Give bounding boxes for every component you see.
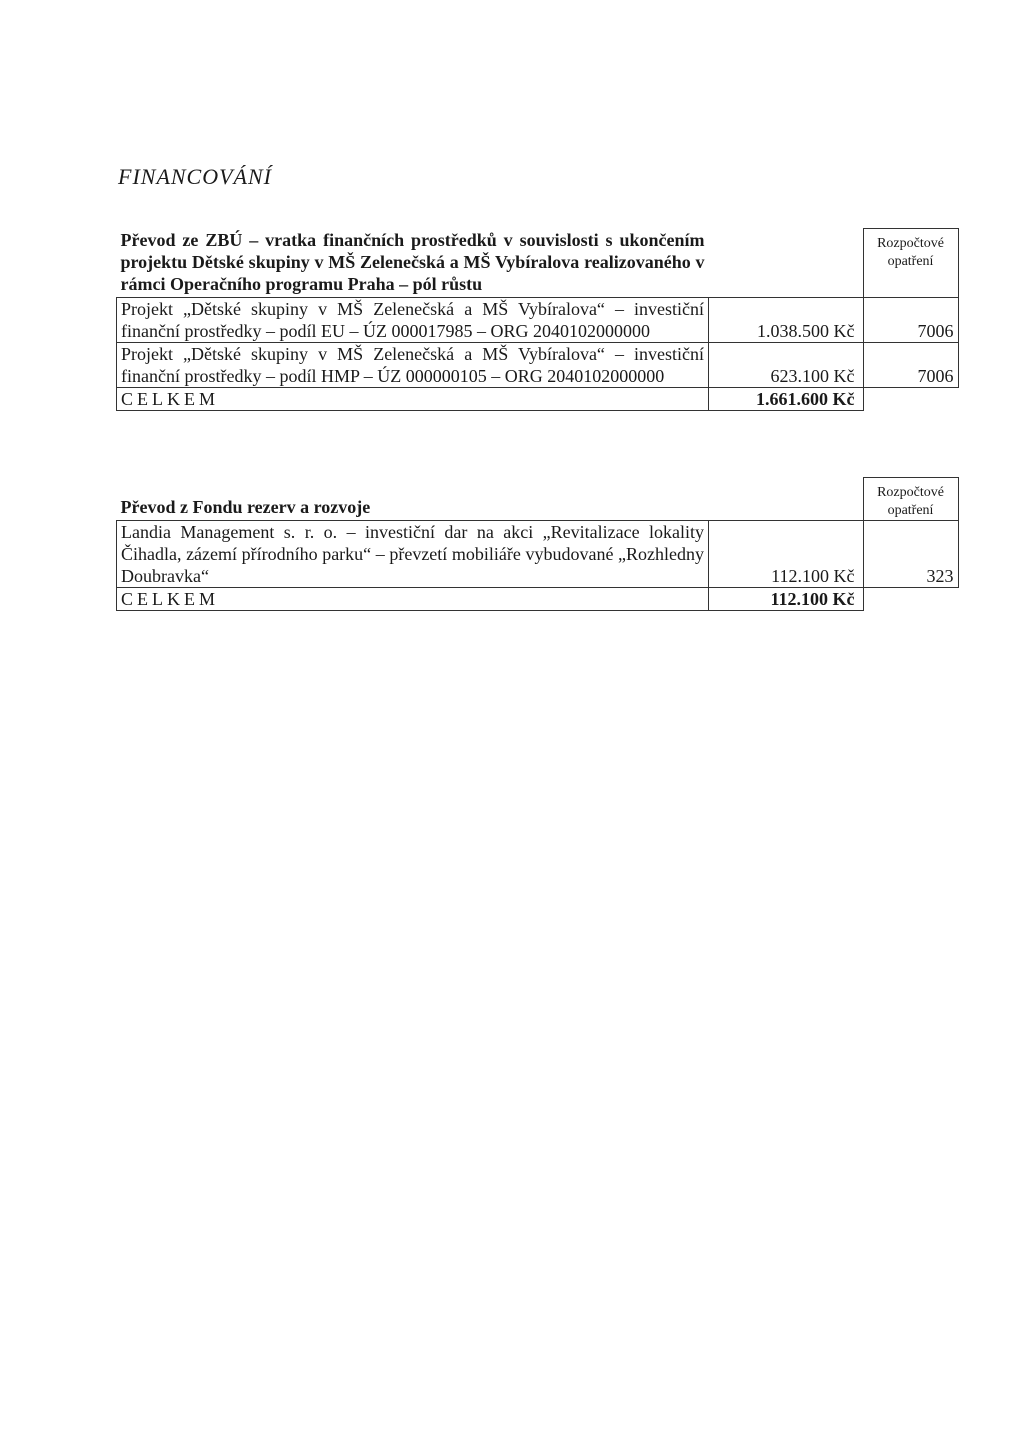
section-title: Převod ze ZBÚ – vratka finančních prostředků v souvislosti s ukončením projektu Dětské skupiny v MŠ Zelenečská a MŠ Vybíralova realizovaného v rámci Operačního programu Praha – pól růstu [117, 229, 709, 298]
item-amount: 623.100 Kč [709, 342, 864, 387]
empty-total-cell [863, 387, 958, 410]
table-row [117, 297, 959, 342]
section-title: Převod z Fondu rezerv a rozvoje [117, 478, 709, 521]
column-header-budget-measure: Rozpočtové opatření [863, 229, 958, 298]
table-row [117, 521, 959, 588]
total-amount: 112.100 Kč [709, 588, 864, 611]
item-ro: 7006 [863, 342, 958, 387]
item-ro: 7006 [863, 297, 958, 342]
empty-header-cell [709, 478, 864, 521]
item-text: Projekt „Dětské skupiny v MŠ Zelenečská a MŠ Vybíralova“ – investiční finanční prostředky – podíl HMP – ÚZ 000000105 – ORG 2040102000000 [117, 342, 709, 387]
empty-total-cell [863, 588, 958, 611]
page-heading: FINANCOVÁNÍ [118, 164, 272, 189]
item-text: Landia Management s. r. o. – investiční dar na akci „Revitalizace lokality Čihadla, zázemí přírodního parku“ – převzetí mobiliáře vybudované „Rozhledny Doubravka“ [117, 521, 709, 588]
table-header-row [117, 229, 959, 298]
item-amount: 1.038.500 Kč [709, 297, 864, 342]
empty-header-cell [709, 229, 864, 298]
column-header-budget-measure: Rozpočtové opatření [863, 478, 958, 521]
item-ro: 323 [863, 521, 958, 588]
financing-table-zbu [116, 228, 959, 411]
total-row [117, 387, 959, 410]
total-amount: 1.661.600 Kč [709, 387, 864, 410]
total-label: CELKEM [117, 588, 709, 611]
total-row [117, 588, 959, 611]
financing-table-frr [116, 477, 959, 611]
item-amount: 112.100 Kč [709, 521, 864, 588]
total-label: CELKEM [117, 387, 709, 410]
table-row [117, 342, 959, 387]
item-text: Projekt „Dětské skupiny v MŠ Zelenečská a MŠ Vybíralova“ – investiční finanční prostředky – podíl EU – ÚZ 000017985 – ORG 2040102000000 [117, 297, 709, 342]
table-header-row [117, 478, 959, 521]
